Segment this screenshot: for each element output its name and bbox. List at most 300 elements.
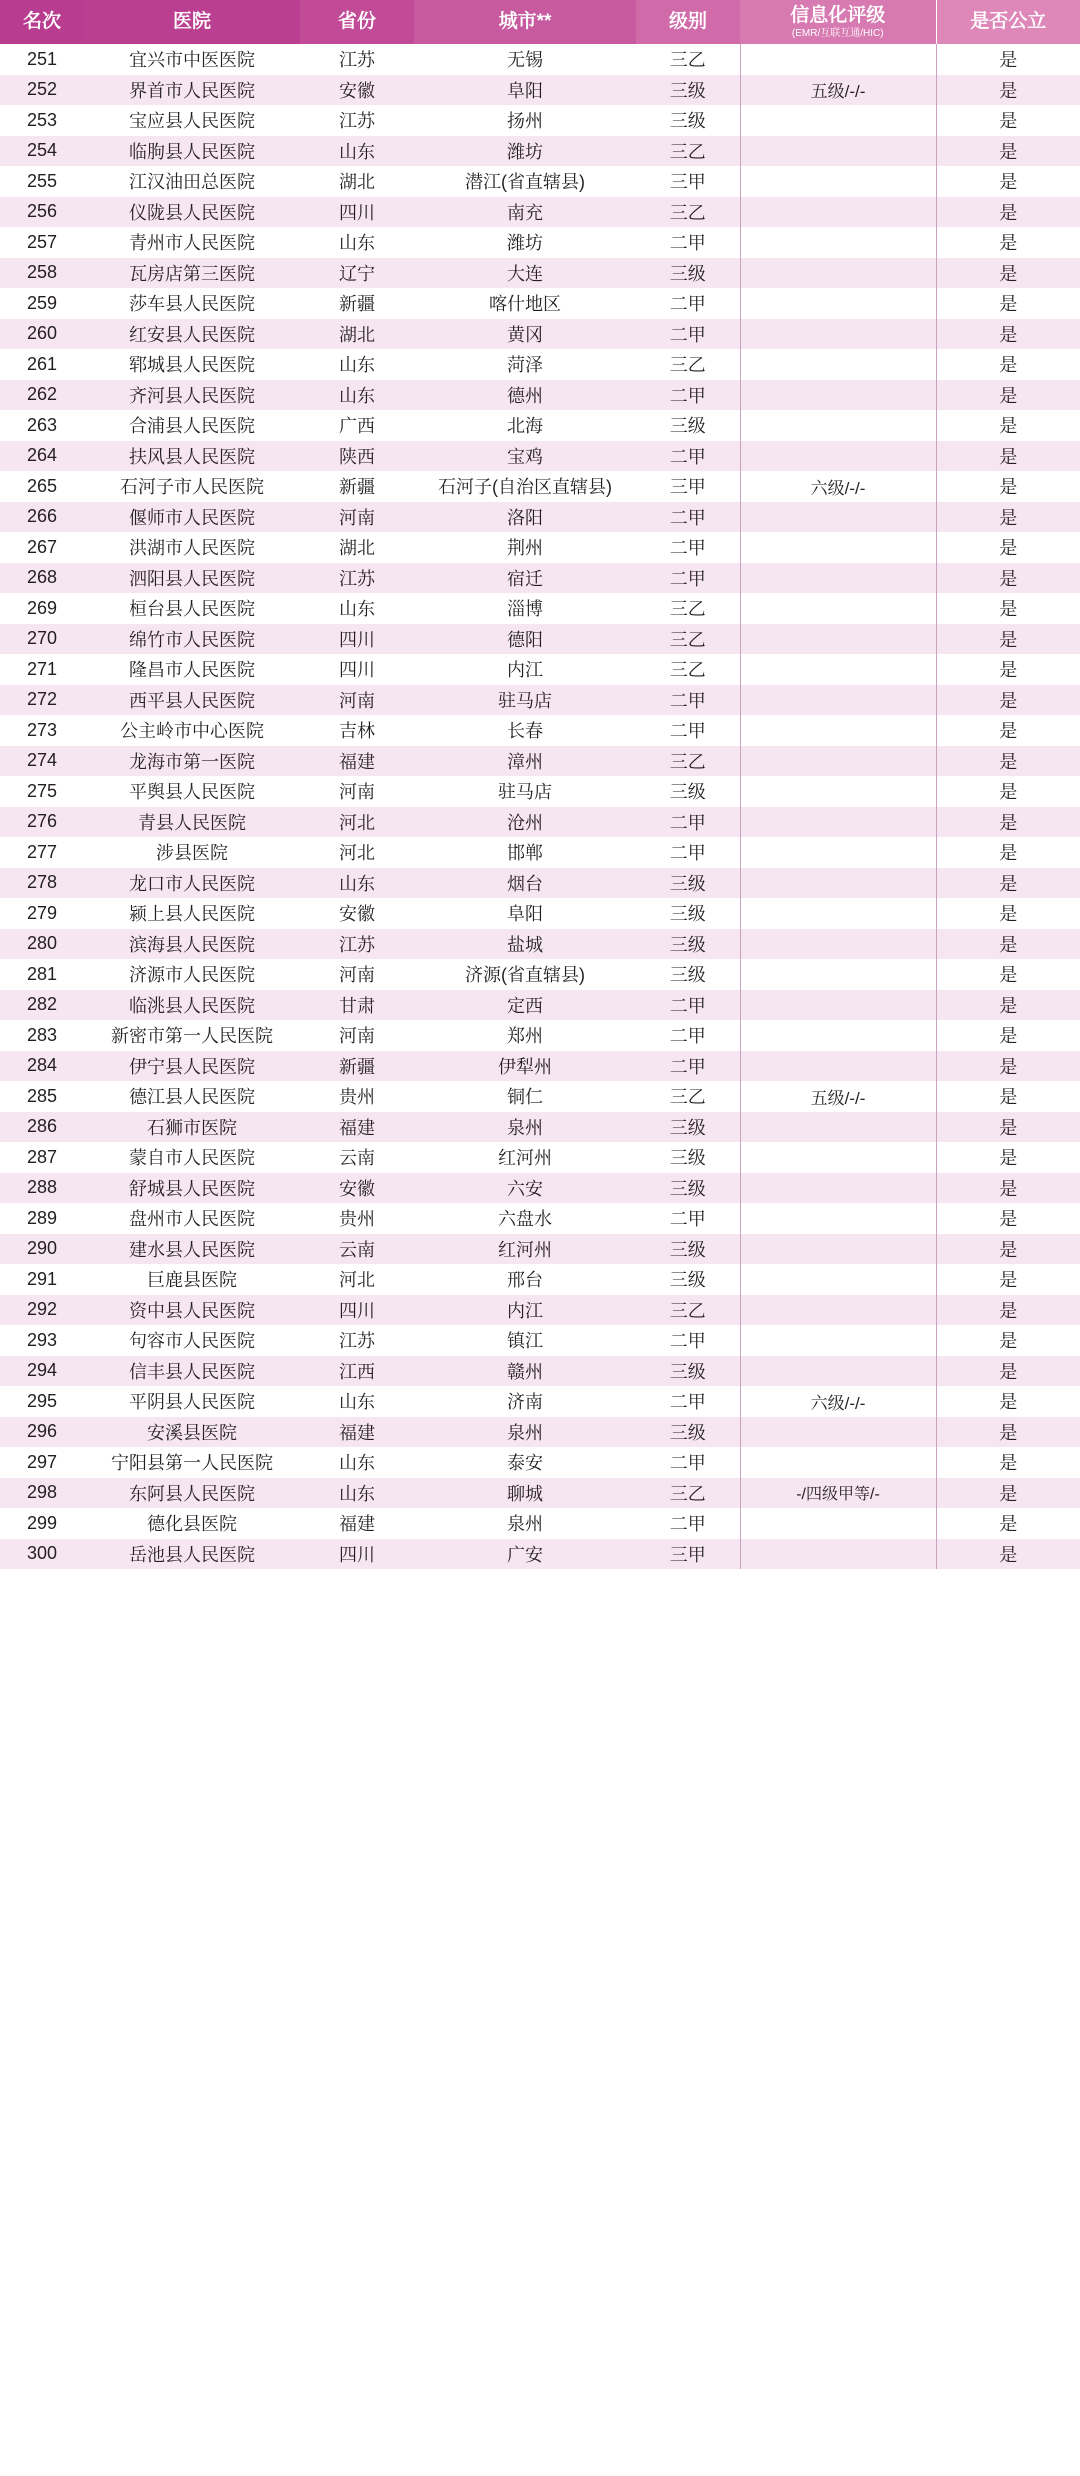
cell-province: 河北 bbox=[300, 807, 414, 838]
cell-public: 是 bbox=[936, 593, 1080, 624]
cell-public: 是 bbox=[936, 349, 1080, 380]
cell-level: 二甲 bbox=[636, 1508, 740, 1539]
cell-informatization bbox=[740, 1325, 936, 1356]
cell-province: 贵州 bbox=[300, 1081, 414, 1112]
cell-province: 新疆 bbox=[300, 1051, 414, 1082]
cell-hospital: 江汉油田总医院 bbox=[84, 166, 300, 197]
cell-city: 扬州 bbox=[414, 105, 636, 136]
table-row bbox=[0, 1142, 1080, 1173]
cell-level: 三甲 bbox=[636, 166, 740, 197]
column-header-province: 省份 bbox=[300, 0, 414, 44]
cell-city: 德阳 bbox=[414, 624, 636, 655]
cell-rank: 265 bbox=[0, 471, 84, 502]
cell-rank: 251 bbox=[0, 44, 84, 75]
cell-city: 赣州 bbox=[414, 1356, 636, 1387]
cell-informatization bbox=[740, 1539, 936, 1570]
cell-city: 盐城 bbox=[414, 929, 636, 960]
cell-informatization bbox=[740, 929, 936, 960]
table-row bbox=[0, 319, 1080, 350]
cell-rank: 270 bbox=[0, 624, 84, 655]
cell-informatization bbox=[740, 1020, 936, 1051]
cell-public: 是 bbox=[936, 136, 1080, 167]
cell-level: 三级 bbox=[636, 75, 740, 106]
cell-informatization bbox=[740, 715, 936, 746]
cell-informatization bbox=[740, 166, 936, 197]
cell-informatization bbox=[740, 136, 936, 167]
column-header-public: 是否公立 bbox=[936, 0, 1080, 44]
table-row bbox=[0, 715, 1080, 746]
cell-level: 二甲 bbox=[636, 563, 740, 594]
cell-public: 是 bbox=[936, 685, 1080, 716]
table-row bbox=[0, 1051, 1080, 1082]
cell-informatization bbox=[740, 288, 936, 319]
cell-public: 是 bbox=[936, 1447, 1080, 1478]
cell-informatization bbox=[740, 593, 936, 624]
cell-city: 潍坊 bbox=[414, 136, 636, 167]
table-row bbox=[0, 105, 1080, 136]
table-row bbox=[0, 1203, 1080, 1234]
cell-informatization bbox=[740, 1112, 936, 1143]
cell-hospital: 龙海市第一医院 bbox=[84, 746, 300, 777]
cell-level: 二甲 bbox=[636, 441, 740, 472]
cell-public: 是 bbox=[936, 1295, 1080, 1326]
column-header-hospital: 医院 bbox=[84, 0, 300, 44]
table-row bbox=[0, 1417, 1080, 1448]
cell-province: 四川 bbox=[300, 1295, 414, 1326]
cell-rank: 291 bbox=[0, 1264, 84, 1295]
table-row bbox=[0, 1508, 1080, 1539]
cell-level: 三级 bbox=[636, 1112, 740, 1143]
cell-public: 是 bbox=[936, 166, 1080, 197]
cell-hospital: 蒙自市人民医院 bbox=[84, 1142, 300, 1173]
cell-public: 是 bbox=[936, 746, 1080, 777]
cell-rank: 260 bbox=[0, 319, 84, 350]
cell-city: 六盘水 bbox=[414, 1203, 636, 1234]
table-row bbox=[0, 349, 1080, 380]
cell-hospital: 西平县人民医院 bbox=[84, 685, 300, 716]
cell-level: 二甲 bbox=[636, 1447, 740, 1478]
cell-province: 山东 bbox=[300, 593, 414, 624]
cell-hospital: 德江县人民医院 bbox=[84, 1081, 300, 1112]
table-row bbox=[0, 471, 1080, 502]
cell-informatization bbox=[740, 776, 936, 807]
cell-city: 德州 bbox=[414, 380, 636, 411]
cell-public: 是 bbox=[936, 1417, 1080, 1448]
cell-rank: 286 bbox=[0, 1112, 84, 1143]
table-row bbox=[0, 593, 1080, 624]
cell-province: 四川 bbox=[300, 654, 414, 685]
cell-rank: 297 bbox=[0, 1447, 84, 1478]
cell-rank: 273 bbox=[0, 715, 84, 746]
table-row bbox=[0, 532, 1080, 563]
cell-city: 喀什地区 bbox=[414, 288, 636, 319]
table-header-row bbox=[0, 0, 1080, 44]
cell-province: 四川 bbox=[300, 1539, 414, 1570]
cell-public: 是 bbox=[936, 959, 1080, 990]
table-row bbox=[0, 959, 1080, 990]
cell-level: 二甲 bbox=[636, 1325, 740, 1356]
cell-hospital: 伊宁县人民医院 bbox=[84, 1051, 300, 1082]
cell-public: 是 bbox=[936, 288, 1080, 319]
cell-hospital: 资中县人民医院 bbox=[84, 1295, 300, 1326]
table-row bbox=[0, 1539, 1080, 1570]
cell-informatization: 六级/-/- bbox=[740, 471, 936, 502]
cell-public: 是 bbox=[936, 197, 1080, 228]
cell-public: 是 bbox=[936, 868, 1080, 899]
cell-province: 江苏 bbox=[300, 563, 414, 594]
cell-informatization: 五级/-/- bbox=[740, 1081, 936, 1112]
cell-city: 郑州 bbox=[414, 1020, 636, 1051]
cell-province: 河北 bbox=[300, 1264, 414, 1295]
cell-city: 铜仁 bbox=[414, 1081, 636, 1112]
cell-public: 是 bbox=[936, 441, 1080, 472]
table-row bbox=[0, 502, 1080, 533]
cell-informatization bbox=[740, 1295, 936, 1326]
table-row bbox=[0, 898, 1080, 929]
cell-level: 二甲 bbox=[636, 1051, 740, 1082]
cell-province: 河南 bbox=[300, 685, 414, 716]
cell-level: 二甲 bbox=[636, 1020, 740, 1051]
cell-city: 泉州 bbox=[414, 1112, 636, 1143]
cell-city: 广安 bbox=[414, 1539, 636, 1570]
cell-rank: 292 bbox=[0, 1295, 84, 1326]
cell-public: 是 bbox=[936, 1081, 1080, 1112]
table-row bbox=[0, 380, 1080, 411]
cell-rank: 268 bbox=[0, 563, 84, 594]
cell-informatization bbox=[740, 227, 936, 258]
cell-informatization bbox=[740, 380, 936, 411]
cell-public: 是 bbox=[936, 44, 1080, 75]
cell-hospital: 扶风县人民医院 bbox=[84, 441, 300, 472]
cell-province: 山东 bbox=[300, 1478, 414, 1509]
cell-rank: 279 bbox=[0, 898, 84, 929]
cell-city: 邢台 bbox=[414, 1264, 636, 1295]
cell-city: 红河州 bbox=[414, 1142, 636, 1173]
cell-level: 三乙 bbox=[636, 593, 740, 624]
table-row bbox=[0, 1386, 1080, 1417]
table-row bbox=[0, 1020, 1080, 1051]
cell-city: 驻马店 bbox=[414, 685, 636, 716]
cell-level: 三乙 bbox=[636, 44, 740, 75]
cell-province: 吉林 bbox=[300, 715, 414, 746]
table-row bbox=[0, 258, 1080, 289]
cell-hospital: 东阿县人民医院 bbox=[84, 1478, 300, 1509]
cell-rank: 264 bbox=[0, 441, 84, 472]
cell-province: 江苏 bbox=[300, 44, 414, 75]
cell-informatization bbox=[740, 1356, 936, 1387]
cell-level: 三乙 bbox=[636, 197, 740, 228]
cell-province: 安徽 bbox=[300, 1173, 414, 1204]
table-row bbox=[0, 1081, 1080, 1112]
cell-level: 二甲 bbox=[636, 685, 740, 716]
cell-city: 泰安 bbox=[414, 1447, 636, 1478]
cell-level: 二甲 bbox=[636, 227, 740, 258]
cell-province: 山东 bbox=[300, 349, 414, 380]
cell-rank: 262 bbox=[0, 380, 84, 411]
cell-rank: 263 bbox=[0, 410, 84, 441]
cell-informatization bbox=[740, 1447, 936, 1478]
cell-level: 三级 bbox=[636, 1173, 740, 1204]
cell-public: 是 bbox=[936, 654, 1080, 685]
cell-rank: 280 bbox=[0, 929, 84, 960]
cell-hospital: 宁阳县第一人民医院 bbox=[84, 1447, 300, 1478]
cell-public: 是 bbox=[936, 1234, 1080, 1265]
cell-city: 菏泽 bbox=[414, 349, 636, 380]
cell-level: 二甲 bbox=[636, 319, 740, 350]
table-row bbox=[0, 1112, 1080, 1143]
cell-city: 宿迁 bbox=[414, 563, 636, 594]
cell-informatization bbox=[740, 837, 936, 868]
cell-informatization: 五级/-/- bbox=[740, 75, 936, 106]
cell-rank: 276 bbox=[0, 807, 84, 838]
cell-level: 二甲 bbox=[636, 1386, 740, 1417]
cell-rank: 295 bbox=[0, 1386, 84, 1417]
cell-hospital: 滨海县人民医院 bbox=[84, 929, 300, 960]
cell-city: 泉州 bbox=[414, 1508, 636, 1539]
cell-informatization bbox=[740, 44, 936, 75]
column-header-level: 级别 bbox=[636, 0, 740, 44]
cell-hospital: 宝应县人民医院 bbox=[84, 105, 300, 136]
cell-province: 安徽 bbox=[300, 75, 414, 106]
cell-public: 是 bbox=[936, 1478, 1080, 1509]
cell-hospital: 石河子市人民医院 bbox=[84, 471, 300, 502]
cell-level: 二甲 bbox=[636, 532, 740, 563]
cell-city: 济南 bbox=[414, 1386, 636, 1417]
cell-public: 是 bbox=[936, 105, 1080, 136]
cell-province: 河南 bbox=[300, 959, 414, 990]
cell-level: 三乙 bbox=[636, 746, 740, 777]
cell-city: 阜阳 bbox=[414, 75, 636, 106]
cell-level: 三乙 bbox=[636, 349, 740, 380]
cell-level: 三级 bbox=[636, 776, 740, 807]
cell-informatization bbox=[740, 1173, 936, 1204]
table-row bbox=[0, 75, 1080, 106]
cell-hospital: 济源市人民医院 bbox=[84, 959, 300, 990]
cell-province: 江苏 bbox=[300, 929, 414, 960]
cell-hospital: 青州市人民医院 bbox=[84, 227, 300, 258]
table-row bbox=[0, 776, 1080, 807]
cell-informatization: -/四级甲等/- bbox=[740, 1478, 936, 1509]
cell-level: 二甲 bbox=[636, 990, 740, 1021]
cell-informatization bbox=[740, 685, 936, 716]
cell-public: 是 bbox=[936, 1386, 1080, 1417]
cell-city: 荆州 bbox=[414, 532, 636, 563]
cell-city: 黄冈 bbox=[414, 319, 636, 350]
cell-hospital: 颍上县人民医院 bbox=[84, 898, 300, 929]
cell-city: 内江 bbox=[414, 654, 636, 685]
cell-province: 河南 bbox=[300, 776, 414, 807]
cell-rank: 287 bbox=[0, 1142, 84, 1173]
cell-level: 三乙 bbox=[636, 624, 740, 655]
cell-province: 云南 bbox=[300, 1142, 414, 1173]
cell-level: 三级 bbox=[636, 1417, 740, 1448]
cell-informatization bbox=[740, 624, 936, 655]
cell-level: 二甲 bbox=[636, 502, 740, 533]
cell-province: 江苏 bbox=[300, 1325, 414, 1356]
cell-rank: 293 bbox=[0, 1325, 84, 1356]
cell-rank: 298 bbox=[0, 1478, 84, 1509]
table-row bbox=[0, 1447, 1080, 1478]
table-row bbox=[0, 44, 1080, 75]
cell-informatization bbox=[740, 1203, 936, 1234]
cell-public: 是 bbox=[936, 1203, 1080, 1234]
cell-level: 三乙 bbox=[636, 654, 740, 685]
cell-informatization bbox=[740, 868, 936, 899]
cell-level: 三级 bbox=[636, 868, 740, 899]
cell-level: 二甲 bbox=[636, 1203, 740, 1234]
cell-province: 福建 bbox=[300, 746, 414, 777]
table-row bbox=[0, 197, 1080, 228]
cell-informatization bbox=[740, 258, 936, 289]
cell-rank: 253 bbox=[0, 105, 84, 136]
cell-city: 无锡 bbox=[414, 44, 636, 75]
cell-public: 是 bbox=[936, 563, 1080, 594]
cell-city: 六安 bbox=[414, 1173, 636, 1204]
cell-level: 三级 bbox=[636, 1264, 740, 1295]
table-row bbox=[0, 990, 1080, 1021]
cell-level: 二甲 bbox=[636, 715, 740, 746]
cell-public: 是 bbox=[936, 410, 1080, 441]
cell-level: 三级 bbox=[636, 959, 740, 990]
cell-informatization bbox=[740, 105, 936, 136]
cell-public: 是 bbox=[936, 990, 1080, 1021]
cell-rank: 299 bbox=[0, 1508, 84, 1539]
cell-rank: 278 bbox=[0, 868, 84, 899]
cell-province: 陕西 bbox=[300, 441, 414, 472]
cell-level: 三级 bbox=[636, 410, 740, 441]
cell-province: 河南 bbox=[300, 502, 414, 533]
table-row bbox=[0, 136, 1080, 167]
cell-rank: 296 bbox=[0, 1417, 84, 1448]
table-row bbox=[0, 563, 1080, 594]
cell-rank: 258 bbox=[0, 258, 84, 289]
cell-public: 是 bbox=[936, 624, 1080, 655]
cell-province: 安徽 bbox=[300, 898, 414, 929]
cell-informatization bbox=[740, 532, 936, 563]
cell-level: 二甲 bbox=[636, 837, 740, 868]
cell-rank: 256 bbox=[0, 197, 84, 228]
cell-level: 三级 bbox=[636, 1356, 740, 1387]
cell-rank: 288 bbox=[0, 1173, 84, 1204]
table-row bbox=[0, 746, 1080, 777]
table-row bbox=[0, 837, 1080, 868]
cell-hospital: 红安县人民医院 bbox=[84, 319, 300, 350]
cell-province: 山东 bbox=[300, 380, 414, 411]
cell-public: 是 bbox=[936, 471, 1080, 502]
cell-hospital: 临洮县人民医院 bbox=[84, 990, 300, 1021]
cell-province: 湖北 bbox=[300, 532, 414, 563]
cell-rank: 267 bbox=[0, 532, 84, 563]
cell-province: 山东 bbox=[300, 1447, 414, 1478]
cell-informatization bbox=[740, 654, 936, 685]
table-body bbox=[0, 44, 1080, 1569]
cell-city: 南充 bbox=[414, 197, 636, 228]
table-row bbox=[0, 1478, 1080, 1509]
cell-city: 伊犁州 bbox=[414, 1051, 636, 1082]
cell-rank: 272 bbox=[0, 685, 84, 716]
cell-rank: 255 bbox=[0, 166, 84, 197]
cell-level: 三乙 bbox=[636, 136, 740, 167]
cell-hospital: 涉县医院 bbox=[84, 837, 300, 868]
cell-rank: 282 bbox=[0, 990, 84, 1021]
cell-level: 三级 bbox=[636, 1142, 740, 1173]
cell-informatization bbox=[740, 746, 936, 777]
cell-level: 三甲 bbox=[636, 471, 740, 502]
cell-province: 河北 bbox=[300, 837, 414, 868]
cell-rank: 261 bbox=[0, 349, 84, 380]
cell-city: 洛阳 bbox=[414, 502, 636, 533]
cell-public: 是 bbox=[936, 1356, 1080, 1387]
cell-rank: 300 bbox=[0, 1539, 84, 1570]
cell-informatization bbox=[740, 1264, 936, 1295]
cell-rank: 257 bbox=[0, 227, 84, 258]
cell-level: 三乙 bbox=[636, 1295, 740, 1326]
cell-public: 是 bbox=[936, 380, 1080, 411]
cell-hospital: 龙口市人民医院 bbox=[84, 868, 300, 899]
cell-public: 是 bbox=[936, 898, 1080, 929]
cell-level: 二甲 bbox=[636, 288, 740, 319]
cell-hospital: 新密市第一人民医院 bbox=[84, 1020, 300, 1051]
cell-hospital: 巨鹿县医院 bbox=[84, 1264, 300, 1295]
cell-rank: 285 bbox=[0, 1081, 84, 1112]
table-row bbox=[0, 1173, 1080, 1204]
cell-city: 淄博 bbox=[414, 593, 636, 624]
cell-province: 云南 bbox=[300, 1234, 414, 1265]
cell-rank: 275 bbox=[0, 776, 84, 807]
cell-public: 是 bbox=[936, 1051, 1080, 1082]
cell-hospital: 德化县医院 bbox=[84, 1508, 300, 1539]
table-row bbox=[0, 227, 1080, 258]
cell-hospital: 岳池县人民医院 bbox=[84, 1539, 300, 1570]
cell-informatization bbox=[740, 959, 936, 990]
table-row bbox=[0, 441, 1080, 472]
cell-public: 是 bbox=[936, 807, 1080, 838]
cell-hospital: 建水县人民医院 bbox=[84, 1234, 300, 1265]
cell-public: 是 bbox=[936, 715, 1080, 746]
column-header-informatization-sub: (EMR/互联互通/HIC) bbox=[791, 27, 884, 39]
cell-hospital: 合浦县人民医院 bbox=[84, 410, 300, 441]
cell-province: 福建 bbox=[300, 1508, 414, 1539]
cell-province: 甘肃 bbox=[300, 990, 414, 1021]
cell-city: 北海 bbox=[414, 410, 636, 441]
cell-city: 大连 bbox=[414, 258, 636, 289]
cell-province: 福建 bbox=[300, 1417, 414, 1448]
cell-hospital: 宜兴市中医医院 bbox=[84, 44, 300, 75]
cell-province: 辽宁 bbox=[300, 258, 414, 289]
cell-province: 湖北 bbox=[300, 166, 414, 197]
cell-city: 长春 bbox=[414, 715, 636, 746]
cell-hospital: 信丰县人民医院 bbox=[84, 1356, 300, 1387]
table-row bbox=[0, 410, 1080, 441]
cell-hospital: 绵竹市人民医院 bbox=[84, 624, 300, 655]
cell-informatization bbox=[740, 898, 936, 929]
cell-public: 是 bbox=[936, 1264, 1080, 1295]
cell-city: 阜阳 bbox=[414, 898, 636, 929]
table-row bbox=[0, 1295, 1080, 1326]
cell-hospital: 公主岭市中心医院 bbox=[84, 715, 300, 746]
cell-public: 是 bbox=[936, 502, 1080, 533]
cell-city: 石河子(自治区直辖县) bbox=[414, 471, 636, 502]
cell-city: 泉州 bbox=[414, 1417, 636, 1448]
table-row bbox=[0, 654, 1080, 685]
cell-rank: 252 bbox=[0, 75, 84, 106]
cell-hospital: 仪陇县人民医院 bbox=[84, 197, 300, 228]
cell-city: 漳州 bbox=[414, 746, 636, 777]
cell-informatization bbox=[740, 1508, 936, 1539]
cell-public: 是 bbox=[936, 75, 1080, 106]
cell-public: 是 bbox=[936, 929, 1080, 960]
cell-rank: 284 bbox=[0, 1051, 84, 1082]
